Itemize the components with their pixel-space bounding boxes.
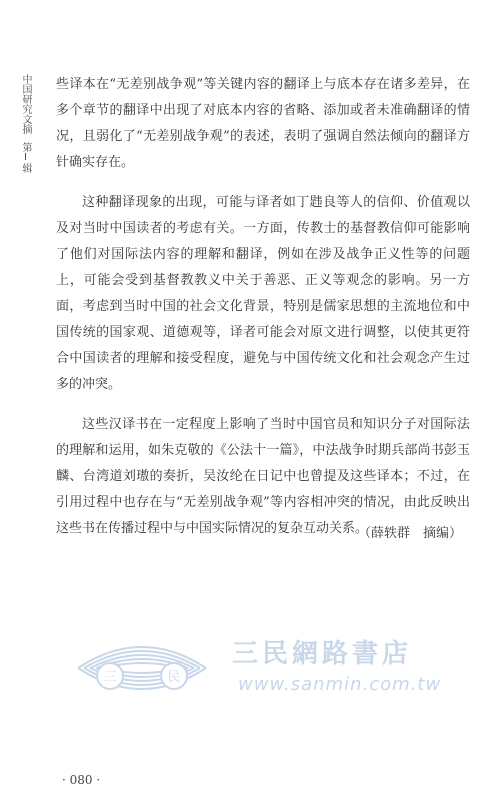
- running-head-title: 中国研究文摘: [20, 74, 31, 134]
- logo-char-right: 民: [167, 670, 181, 685]
- running-head: [18, 74, 32, 173]
- editor-attribution: （薛轶群 摘编）: [357, 526, 462, 541]
- sanmin-watermark: [72, 632, 440, 704]
- page-number: · 080 ·: [62, 773, 101, 787]
- paragraph-3: 这些汉译书在一定程度上影响了当时中国官员和知识分子对国际法的理解和运用，如朱克敬的《公法十一篇》，中法战争时期兵部尚书彭玉麟、台湾道刘璈的奏折，吴汝纶在日记中也曾提及这些译本；不过，在引用过程中也存在与“无差别战争观”等内容相冲突的情况，由此反映出这些书在传播过程中与中国实际情况的复杂互动关系。: [56, 417, 470, 536]
- running-head-issue: 第Ⅰ辑: [20, 142, 31, 173]
- logo-char-left: 三: [103, 670, 117, 685]
- paragraph-1: 些译本在“无差别战争观”等关键内容的翻译上与底本存在诸多差异，在多个章节的翻译中出现了对底本内容的省略、添加或者未准确翻译的情况，且弱化了“无差别战争观”的表述，表明了强调自然法倾向的翻译方针确实存在。: [56, 77, 470, 170]
- watermark-url: www.sanmin.com.tw: [238, 674, 442, 695]
- sanmin-logo-icon: [72, 632, 212, 704]
- paragraph-2: 这种翻译现象的出现，可能与译者如丁韪良等人的信仰、价值观以及对当时中国读者的考虑有关。一方面，传教士的基督教信仰可能影响了他们对国际法内容的理解和翻译，例如在涉及战争正义性等的问题上，可能会受到基督教教义中关于善恶、正义等观念的影响。另一方面，考虑到当时中国的社会文化背景，特别是儒家思想的主流地位和中国传统的国家观、道德观等，译者可能会对原文进行调整，以使其更符合中国读者的理解和接受程度，避免与中国传统文化和社会观念产生过多的冲突。: [56, 195, 470, 392]
- watermark-title: 三民網路書店: [232, 639, 413, 669]
- article-body: [56, 72, 470, 542]
